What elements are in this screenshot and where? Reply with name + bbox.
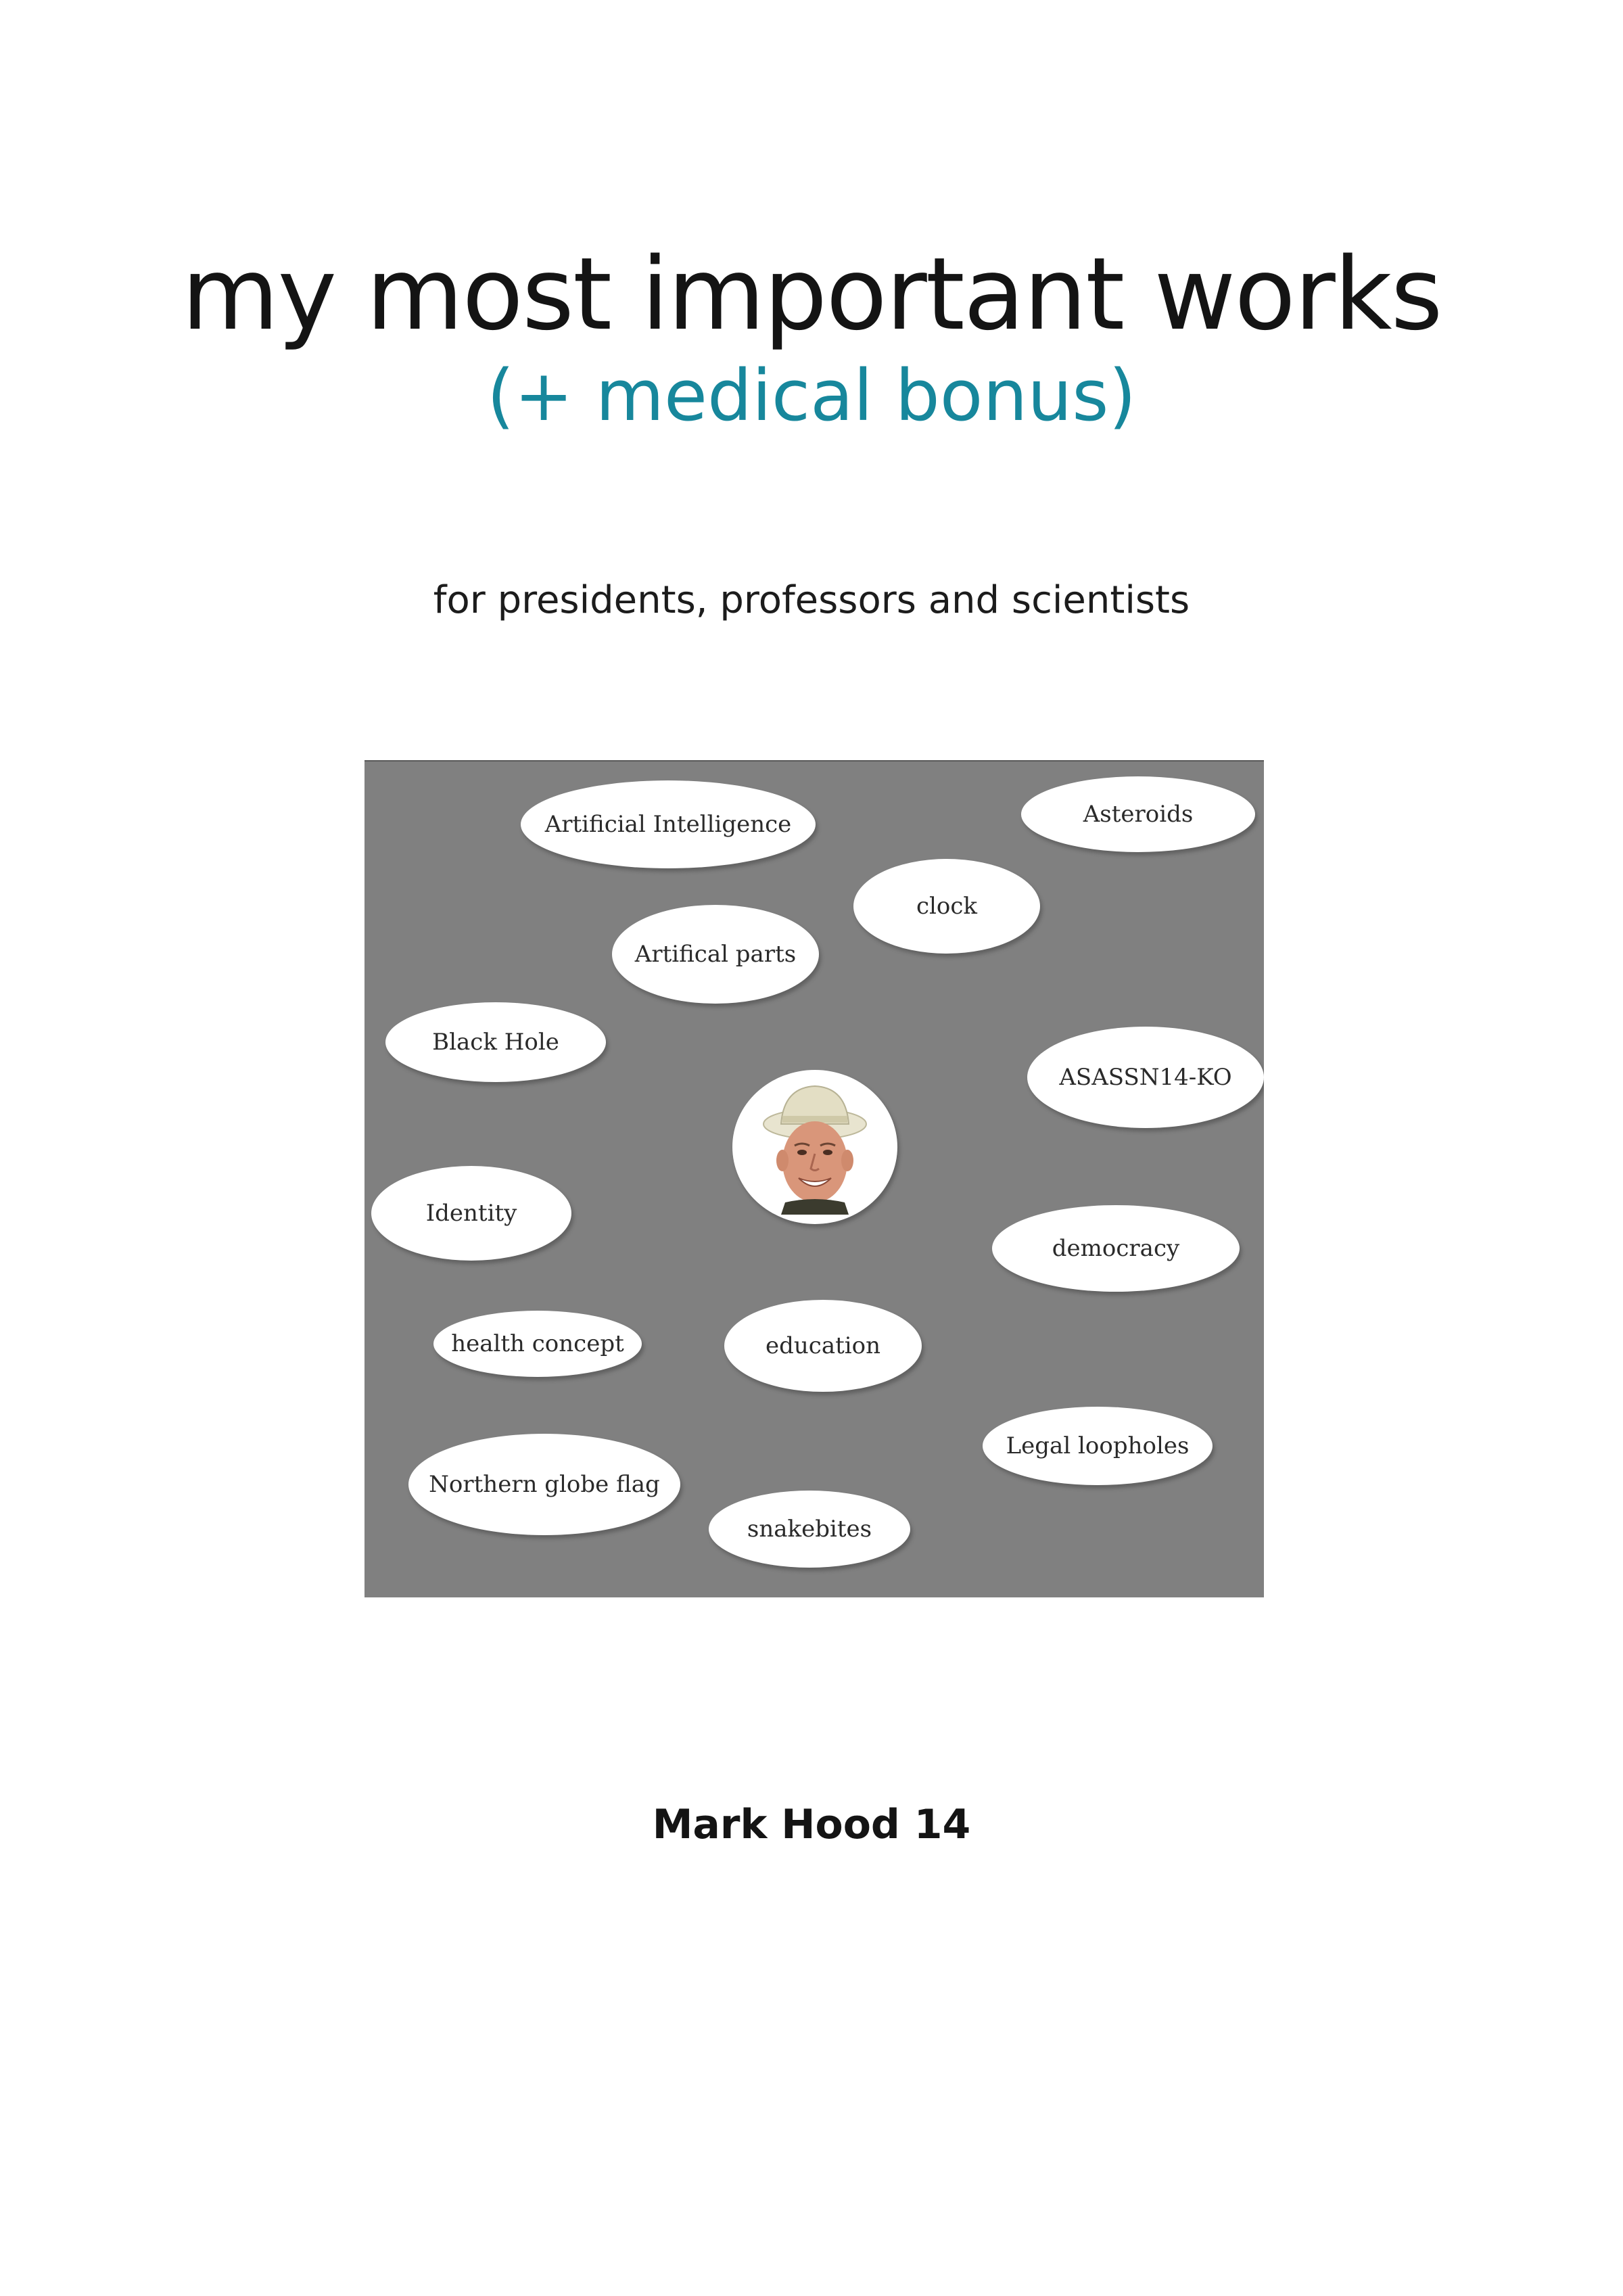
topic-bubble: Artificial Intelligence [521,780,816,868]
topic-cloud-image [364,760,1264,1597]
topic-bubble: Northern globe flag [408,1434,680,1535]
author-photo-icon [761,1082,869,1215]
topic-bubble: education [724,1300,922,1392]
cover-subtitle: (+ medical bonus) [486,354,1137,437]
cover-tagline: for presidents, professors and scientists [433,578,1190,622]
author-name: Mark Hood 14 [652,1801,971,1848]
cover-title: my most important works [181,236,1442,352]
topic-bubble: Asteroids [1021,776,1255,852]
topic-bubble: Artifical parts [612,905,819,1004]
author-portrait [732,1070,897,1224]
topic-bubble: democracy [992,1205,1240,1292]
topic-bubble: ASASSN14-KO [1027,1027,1264,1128]
topic-bubble: Legal loopholes [983,1407,1213,1485]
topic-bubble: clock [853,859,1040,954]
topic-bubble: snakebites [709,1491,910,1568]
topic-bubble: health concept [433,1311,642,1377]
topic-bubble: Black Hole [385,1002,606,1082]
topic-bubble: Identity [371,1166,571,1261]
